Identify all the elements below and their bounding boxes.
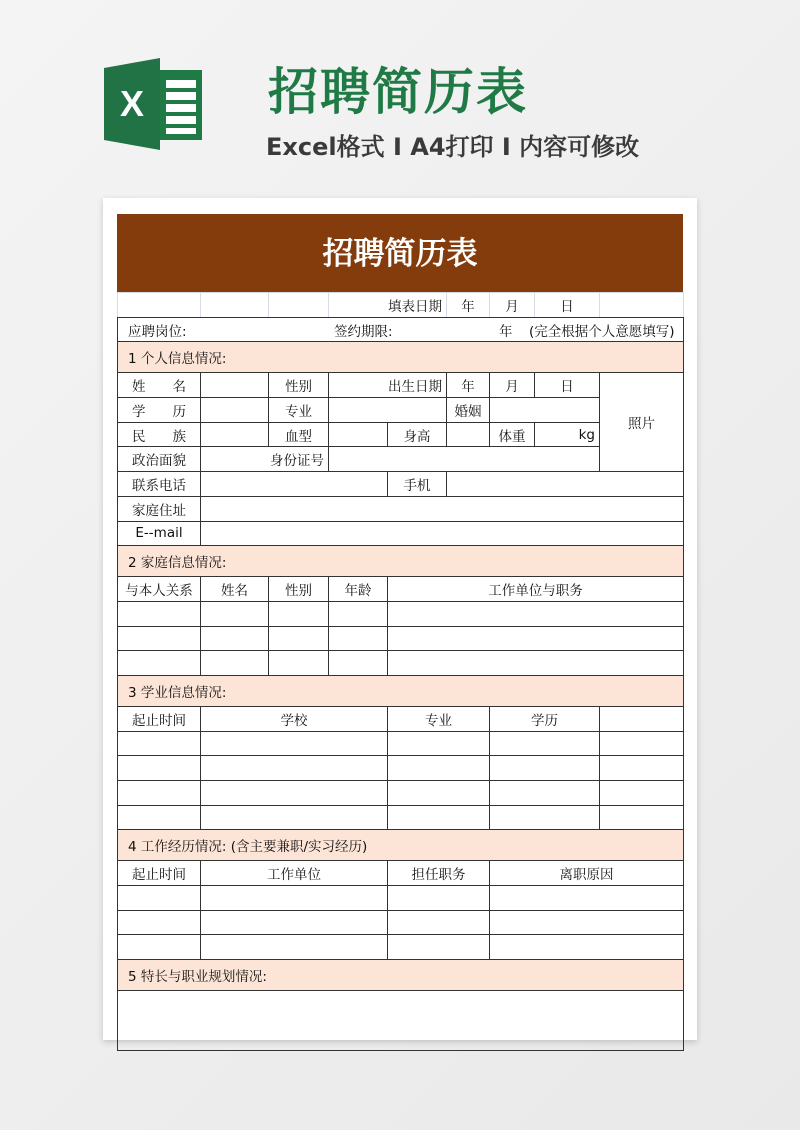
resume-sheet: [117, 214, 683, 1051]
container: [118, 675, 684, 706]
input-cell[interactable]: [490, 756, 600, 781]
input-cell[interactable]: [118, 991, 684, 1051]
input-cell[interactable]: [201, 422, 269, 447]
input-cell[interactable]: [201, 601, 269, 626]
input-cell[interactable]: [388, 910, 490, 935]
input-cell[interactable]: [201, 651, 269, 676]
input-cell[interactable]: [118, 886, 201, 911]
input-cell[interactable]: [118, 910, 201, 935]
container: [122, 400, 196, 420]
label-cell: 血型: [269, 422, 329, 447]
label-cell: 学校: [201, 706, 388, 731]
input-cell[interactable]: [490, 805, 600, 830]
label-cell: 联系电话: [118, 472, 201, 497]
input-cell[interactable]: [269, 601, 329, 626]
section-personal: 1 个人信息情况:: [118, 342, 684, 373]
table-row: [118, 398, 684, 423]
label-cell: 专业: [388, 706, 490, 731]
input-cell[interactable]: [201, 910, 388, 935]
table-row: [118, 496, 684, 521]
table-row: [118, 422, 684, 447]
input-cell[interactable]: [329, 601, 388, 626]
input-cell[interactable]: [201, 805, 388, 830]
table-row: [118, 626, 684, 651]
input-cell[interactable]: [388, 756, 490, 781]
label-text: 历: [172, 403, 186, 420]
input-cell[interactable]: [490, 731, 600, 756]
container: [122, 425, 196, 445]
label-cell: 起止时间: [118, 706, 201, 731]
input-cell[interactable]: [269, 626, 329, 651]
input-cell[interactable]: [269, 651, 329, 676]
label-cell: 月: [490, 293, 535, 318]
label-cell: 专业: [269, 398, 329, 423]
svg-text:X: X: [119, 83, 145, 124]
label-cell: 日: [535, 373, 600, 398]
input-cell[interactable]: [118, 781, 201, 806]
input-cell[interactable]: [388, 886, 490, 911]
input-cell[interactable]: [388, 935, 490, 960]
input-cell[interactable]: [600, 756, 684, 781]
label-cell: 婚姻: [447, 398, 490, 423]
input-cell[interactable]: [600, 805, 684, 830]
input-cell[interactable]: [118, 626, 201, 651]
table-row: [118, 910, 684, 935]
label-text: 姓: [132, 379, 146, 396]
table-row: [118, 373, 684, 398]
page-title: 招聘简历表: [268, 63, 528, 121]
input-cell[interactable]: [490, 910, 684, 935]
container: [118, 342, 684, 373]
container: [118, 830, 684, 861]
input-cell[interactable]: [201, 756, 388, 781]
input-cell[interactable]: [600, 781, 684, 806]
input-cell[interactable]: [490, 781, 600, 806]
table-row: [118, 935, 684, 960]
table-row: [118, 472, 684, 497]
label-text: 签约期限:: [334, 323, 393, 340]
table-row: [118, 601, 684, 626]
label-cell: 年龄: [329, 577, 388, 602]
date-row: [118, 293, 684, 318]
input-cell[interactable]: [201, 373, 269, 398]
input-cell[interactable]: [201, 398, 269, 423]
label-text: 年: [499, 323, 513, 340]
label-text: 名: [172, 379, 186, 396]
table-row: [118, 886, 684, 911]
section-work: 4 工作经历情况: (含主要兼职/实习经历): [118, 830, 684, 861]
input-cell[interactable]: [490, 886, 684, 911]
table-row: [118, 731, 684, 756]
input-cell[interactable]: [118, 398, 201, 423]
input-cell[interactable]: [118, 731, 201, 756]
input-cell[interactable]: [118, 651, 201, 676]
label-cell: 身高: [388, 422, 447, 447]
input-cell[interactable]: [201, 521, 684, 546]
label-cell: 性别: [269, 577, 329, 602]
input-cell[interactable]: [388, 731, 490, 756]
input-cell[interactable]: [201, 626, 269, 651]
container: [122, 320, 679, 340]
label-cell: 起止时间: [118, 861, 201, 886]
table-row: [118, 991, 684, 1051]
input-cell[interactable]: [447, 422, 490, 447]
label-cell: 日: [535, 293, 600, 318]
input-cell[interactable]: [329, 651, 388, 676]
input-cell[interactable]: [118, 805, 201, 830]
input-cell[interactable]: [118, 422, 201, 447]
label-cell: 年: [447, 373, 490, 398]
table-header: [118, 577, 684, 602]
input-cell[interactable]: [600, 706, 684, 731]
table-header: [118, 861, 684, 886]
sheet-title: 招聘简历表: [117, 214, 683, 292]
label-text: (完全根据个人意愿填写): [529, 323, 675, 340]
input-cell[interactable]: [388, 601, 684, 626]
input-cell[interactable]: [600, 293, 684, 318]
input-cell[interactable]: [600, 731, 684, 756]
label-text: 族: [172, 428, 186, 445]
input-cell[interactable]: [201, 293, 269, 318]
input-cell[interactable]: [269, 293, 329, 318]
label-text: 应聘岗位:: [128, 323, 187, 340]
label-cell: 政治面貌: [118, 447, 201, 472]
label-cell: 手机: [388, 472, 447, 497]
input-cell[interactable]: [329, 398, 447, 423]
input-cell[interactable]: [118, 935, 201, 960]
excel-logo-icon: [104, 58, 204, 150]
input-cell[interactable]: [388, 651, 684, 676]
input-cell[interactable]: [118, 756, 201, 781]
container: [118, 960, 684, 991]
table-row: [118, 521, 684, 546]
resume-table: [117, 292, 684, 1051]
section-education: 3 学业信息情况:: [118, 675, 684, 706]
input-cell[interactable]: [118, 601, 201, 626]
apply-row: [118, 317, 684, 342]
input-cell[interactable]: [201, 935, 388, 960]
input-cell[interactable]: [490, 935, 684, 960]
label-cell: 工作单位: [201, 861, 388, 886]
input-cell[interactable]: [201, 472, 388, 497]
input-cell[interactable]: [201, 886, 388, 911]
label-cell: 年: [447, 293, 490, 318]
container: [122, 375, 196, 395]
input-cell[interactable]: [388, 805, 490, 830]
label-cell: 月: [490, 373, 535, 398]
input-cell[interactable]: [329, 447, 600, 472]
input-cell[interactable]: [490, 398, 600, 423]
section-skills: 5 特长与职业规划情况:: [118, 960, 684, 991]
table-row: [118, 781, 684, 806]
section-family: 2 家庭信息情况:: [118, 546, 684, 577]
label-cell: kg: [535, 422, 600, 447]
label-text: 学: [132, 403, 146, 420]
label-cell: 担任职务: [388, 861, 490, 886]
input-cell[interactable]: [329, 626, 388, 651]
input-cell[interactable]: [201, 496, 684, 521]
label-cell: 体重: [490, 422, 535, 447]
input-cell[interactable]: [388, 626, 684, 651]
label-text: 民: [132, 428, 146, 445]
input-cell[interactable]: [201, 781, 388, 806]
page-subtitle: Excel格式 I A4打印 I 内容可修改: [266, 133, 640, 161]
input-cell[interactable]: [447, 472, 684, 497]
input-cell[interactable]: [118, 373, 201, 398]
label-cell: 家庭住址: [118, 496, 201, 521]
label-cell: 性别: [269, 373, 329, 398]
input-cell[interactable]: [329, 422, 388, 447]
table-row: [118, 447, 684, 472]
label-cell: 姓名: [201, 577, 269, 602]
label-cell: 身份证号: [201, 447, 329, 472]
input-cell[interactable]: [118, 293, 201, 318]
table-header: [118, 706, 684, 731]
container: [118, 546, 684, 577]
input-cell[interactable]: [118, 317, 684, 342]
table-row: [118, 805, 684, 830]
table-row: [118, 651, 684, 676]
input-cell[interactable]: [201, 731, 388, 756]
label-cell: 出生日期: [329, 373, 447, 398]
label-cell: 学历: [490, 706, 600, 731]
label-cell: E--mail: [118, 521, 201, 546]
label-cell: 工作单位与职务: [388, 577, 684, 602]
input-cell[interactable]: [388, 781, 490, 806]
label-cell: 离职原因: [490, 861, 684, 886]
label-cell: 与本人关系: [118, 577, 201, 602]
table-row: [118, 756, 684, 781]
photo-cell[interactable]: 照片: [600, 373, 684, 472]
label-cell: 填表日期: [329, 293, 447, 318]
